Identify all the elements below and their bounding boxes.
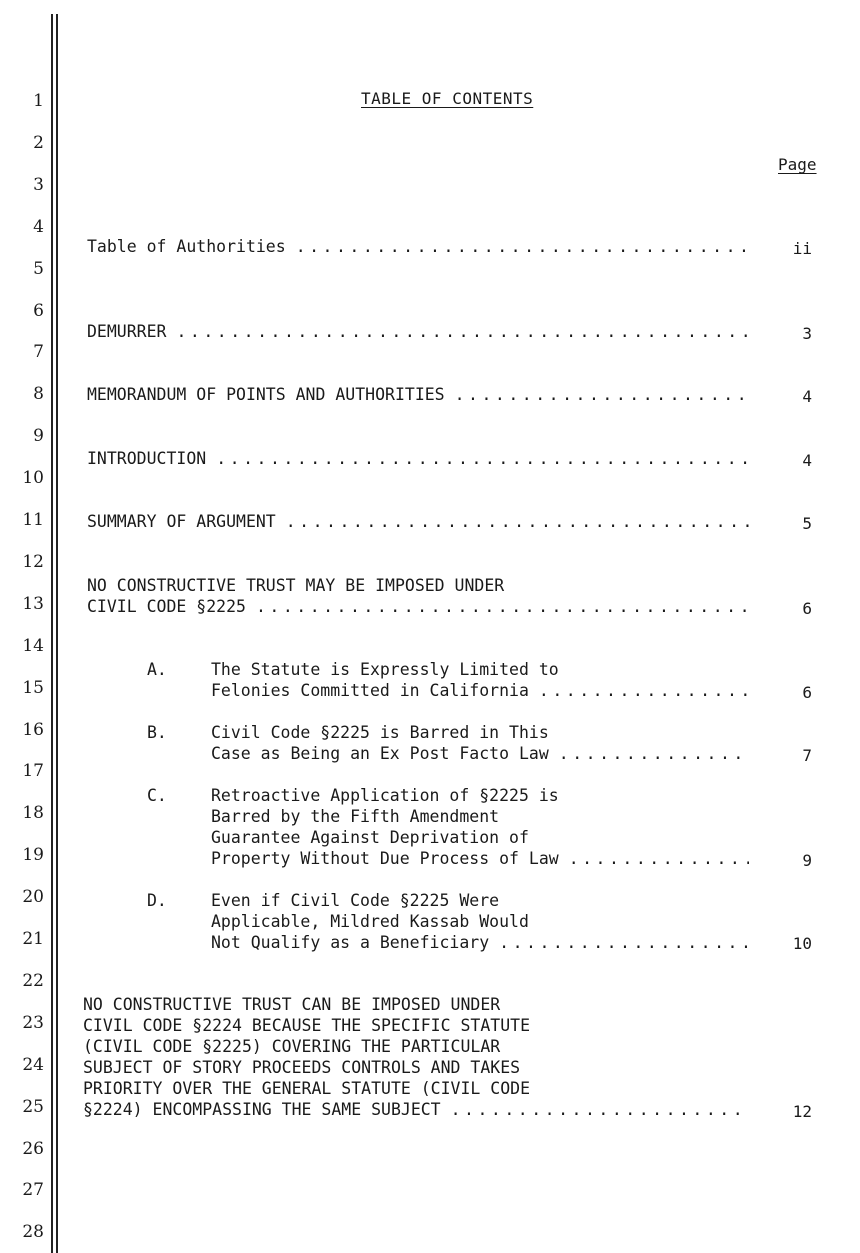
line-number: 20 (22, 887, 44, 907)
entry-text-line: Not Qualify as a Beneficiary (211, 933, 490, 952)
entry-text-line: CIVIL CODE §2224 BECAUSE THE SPECIFIC STATUTE (83, 1016, 531, 1035)
leader-dots (256, 596, 749, 617)
line-number: 3 (33, 175, 44, 195)
line-number: 2 (33, 133, 44, 153)
line-number: 23 (22, 1013, 44, 1033)
toc-entry-authorities (87, 236, 755, 257)
entry-text-line: CIVIL CODE §2225 (87, 597, 246, 616)
entry-text-line: PRIORITY OVER THE GENERAL STATUTE (CIVIL CODE (83, 1079, 531, 1098)
toc-entry-summary (87, 511, 755, 532)
line-number: 7 (33, 342, 44, 362)
margin-rule-left (51, 14, 53, 1253)
toc-entry-sub-d (211, 890, 755, 953)
page-number-sub-c: 9 (802, 851, 812, 870)
toc-entry-sub-c (211, 785, 755, 869)
entry-text: INTRODUCTION (87, 449, 207, 468)
toc-entry-demurrer (87, 321, 755, 342)
line-number: 8 (33, 384, 44, 404)
page-number-demurrer: 3 (802, 324, 812, 343)
line-number: 19 (22, 845, 44, 865)
page-number-introduction: 4 (802, 451, 812, 470)
page-number-sub-a: 6 (802, 683, 812, 702)
leader-dots (455, 384, 749, 405)
leader-dots (559, 743, 749, 764)
line-number: 24 (22, 1055, 44, 1075)
entry-text: DEMURRER (87, 322, 167, 341)
line-number: 21 (22, 929, 44, 949)
leader-dots (499, 932, 749, 953)
line-number: 1 (33, 91, 44, 111)
line-number: 18 (22, 803, 44, 823)
leader-dots (176, 321, 749, 342)
page-number-section-2225: 6 (802, 599, 812, 618)
leader-dots (539, 680, 749, 701)
margin-rule-right (56, 14, 58, 1253)
page-number-summary: 5 (802, 514, 812, 533)
line-number: 16 (22, 720, 44, 740)
line-number: 9 (33, 426, 44, 446)
page-title: TABLE OF CONTENTS (361, 89, 534, 108)
entry-text-line: The Statute is Expressly Limited to (211, 660, 559, 679)
entry-text-line: Barred by the Fifth Amendment (211, 807, 500, 826)
toc-entry-sub-a (211, 659, 755, 701)
line-number: 27 (22, 1180, 44, 1200)
line-number: 13 (22, 594, 44, 614)
line-number: 12 (22, 552, 44, 572)
leader-dots (286, 511, 749, 532)
page-number-section-2224: 12 (792, 1102, 812, 1121)
entry-text: SUMMARY OF ARGUMENT (87, 512, 276, 531)
entry-text-line: NO CONSTRUCTIVE TRUST CAN BE IMPOSED UNDER (83, 995, 501, 1014)
toc-entry-memorandum (87, 384, 755, 405)
page-number-authorities: ii (792, 239, 812, 258)
line-number: 28 (22, 1222, 44, 1242)
page-number-sub-d: 10 (792, 934, 812, 953)
entry-text-line: Applicable, Mildred Kassab Would (211, 912, 529, 931)
toc-entry-introduction (87, 448, 755, 469)
leader-dots (216, 448, 749, 469)
leader-dots (451, 1099, 749, 1120)
entry-text-line: NO CONSTRUCTIVE TRUST MAY BE IMPOSED UNDER (87, 576, 505, 595)
entry-text-line: (CIVIL CODE §2225) COVERING THE PARTICULAR (83, 1037, 501, 1056)
entry-text-line: Case as Being an Ex Post Facto Law (211, 744, 549, 763)
toc-entry-sub-b (211, 722, 755, 764)
line-number: 25 (22, 1097, 44, 1117)
entry-text: Table of Authorities (87, 237, 286, 256)
line-number: 14 (22, 636, 44, 656)
line-number: 22 (22, 971, 44, 991)
line-number: 11 (22, 510, 44, 530)
leader-dots (569, 848, 749, 869)
line-number: 4 (33, 217, 44, 237)
page-column-heading: Page (778, 155, 817, 174)
entry-text-line: Felonies Committed in California (211, 681, 529, 700)
page-number-sub-b: 7 (802, 746, 812, 765)
entry-text-line: Even if Civil Code §2225 Were (211, 891, 500, 910)
entry-text-line: Civil Code §2225 is Barred in This (211, 723, 549, 742)
page-number-memorandum: 4 (802, 387, 812, 406)
toc-entry-section-2224 (83, 994, 755, 1120)
subsection-letter-a: A. (147, 660, 167, 679)
line-number: 15 (22, 678, 44, 698)
entry-text-line: SUBJECT OF STORY PROCEEDS CONTROLS AND TAKES (83, 1058, 521, 1077)
entry-text-line: Property Without Due Process of Law (211, 849, 559, 868)
line-number: 26 (22, 1139, 44, 1159)
line-number: 6 (33, 301, 44, 321)
line-number: 17 (22, 761, 44, 781)
line-number: 10 (22, 468, 44, 488)
toc-entry-section-2225 (87, 575, 755, 617)
entry-text-line: Retroactive Application of §2225 is (211, 786, 559, 805)
entry-text-line: Guarantee Against Deprivation of (211, 828, 529, 847)
subsection-letter-c: C. (147, 786, 167, 805)
subsection-letter-b: B. (147, 723, 167, 742)
entry-text: MEMORANDUM OF POINTS AND AUTHORITIES (87, 385, 445, 404)
leader-dots (296, 236, 749, 257)
subsection-letter-d: D. (147, 891, 167, 910)
line-number: 5 (33, 259, 44, 279)
entry-text-line: §2224) ENCOMPASSING THE SAME SUBJECT (83, 1100, 441, 1119)
